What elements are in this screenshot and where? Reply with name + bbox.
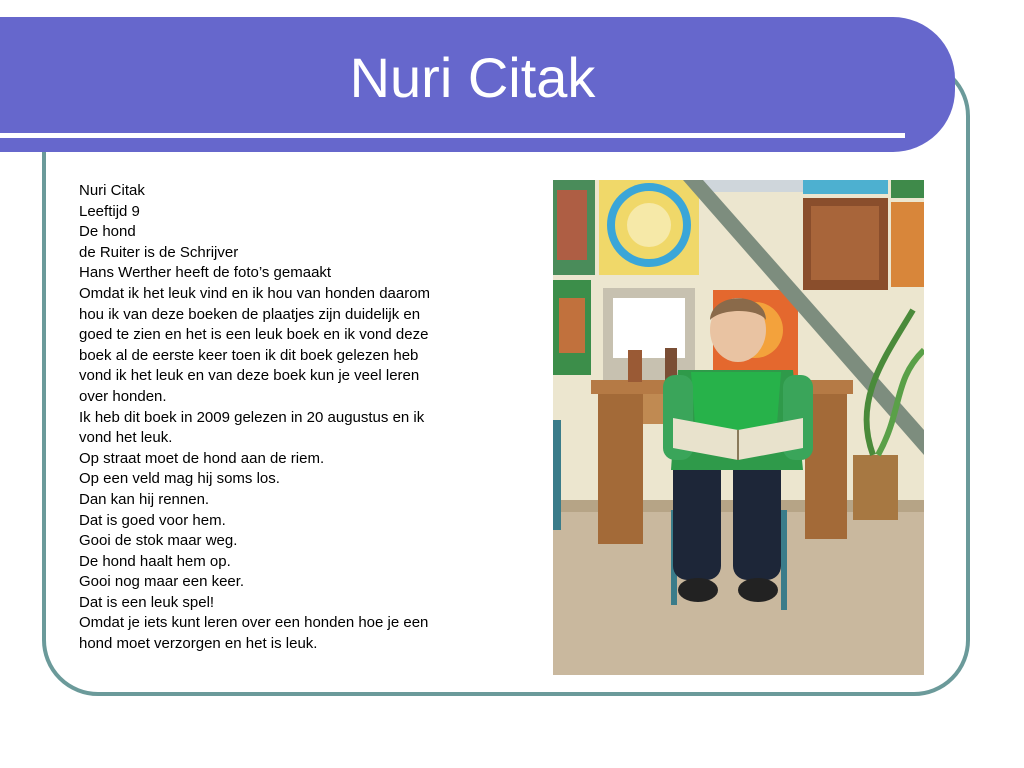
text-line: Gooi nog maar een keer. — [79, 573, 245, 591]
text-line: boek al de eerste keer toen ik dit boek gelezen heb — [79, 346, 419, 364]
text-line: Nuri Citak — [79, 182, 145, 199]
text-line: Op een veld mag hij soms los. — [79, 470, 280, 488]
text-line: Hans Werther heeft de foto’s gemaakt — [79, 264, 332, 282]
photo-boy-reading — [553, 180, 924, 675]
slide-title: Nuri Citak — [349, 46, 596, 109]
text-line: Gooi de stok maar weg. — [79, 532, 238, 550]
text-line: Ik heb dit boek in 2009 gelezen in 20 augustus en ik — [79, 408, 425, 426]
text-line: Leeftijd 9 — [79, 202, 140, 220]
body-text — [79, 181, 499, 655]
text-line: Dat is een leuk spel! — [79, 593, 215, 611]
title-underline — [0, 133, 905, 138]
text-line: Omdat ik het leuk vind en ik hou van honden daarom — [79, 284, 431, 302]
text-line: hond moet verzorgen en het is leuk. — [79, 635, 318, 653]
photo-illustration — [553, 180, 924, 675]
text-line: Omdat je iets kunt leren over een honden hoe je een — [79, 614, 429, 632]
text-line: vond het leuk. — [79, 429, 173, 447]
text-line: goed te zien en het is een leuk boek en ik vond deze — [79, 326, 429, 344]
text-line: vond ik het leuk en van deze boek kun je veel leren — [79, 367, 420, 385]
text-line: Dan kan hij rennen. — [79, 490, 210, 508]
text-line: hou ik van deze boeken de plaatjes zijn duidelijk en — [79, 305, 421, 323]
text-line: De hond — [79, 223, 136, 241]
text-line: de Ruiter is de Schrijver — [79, 243, 239, 261]
text-line: Dat is goed voor hem. — [79, 511, 226, 529]
text-line: De hond haalt hem op. — [79, 552, 231, 570]
text-line: over honden. — [79, 387, 167, 405]
text-line: Op straat moet de hond aan de riem. — [79, 449, 325, 467]
